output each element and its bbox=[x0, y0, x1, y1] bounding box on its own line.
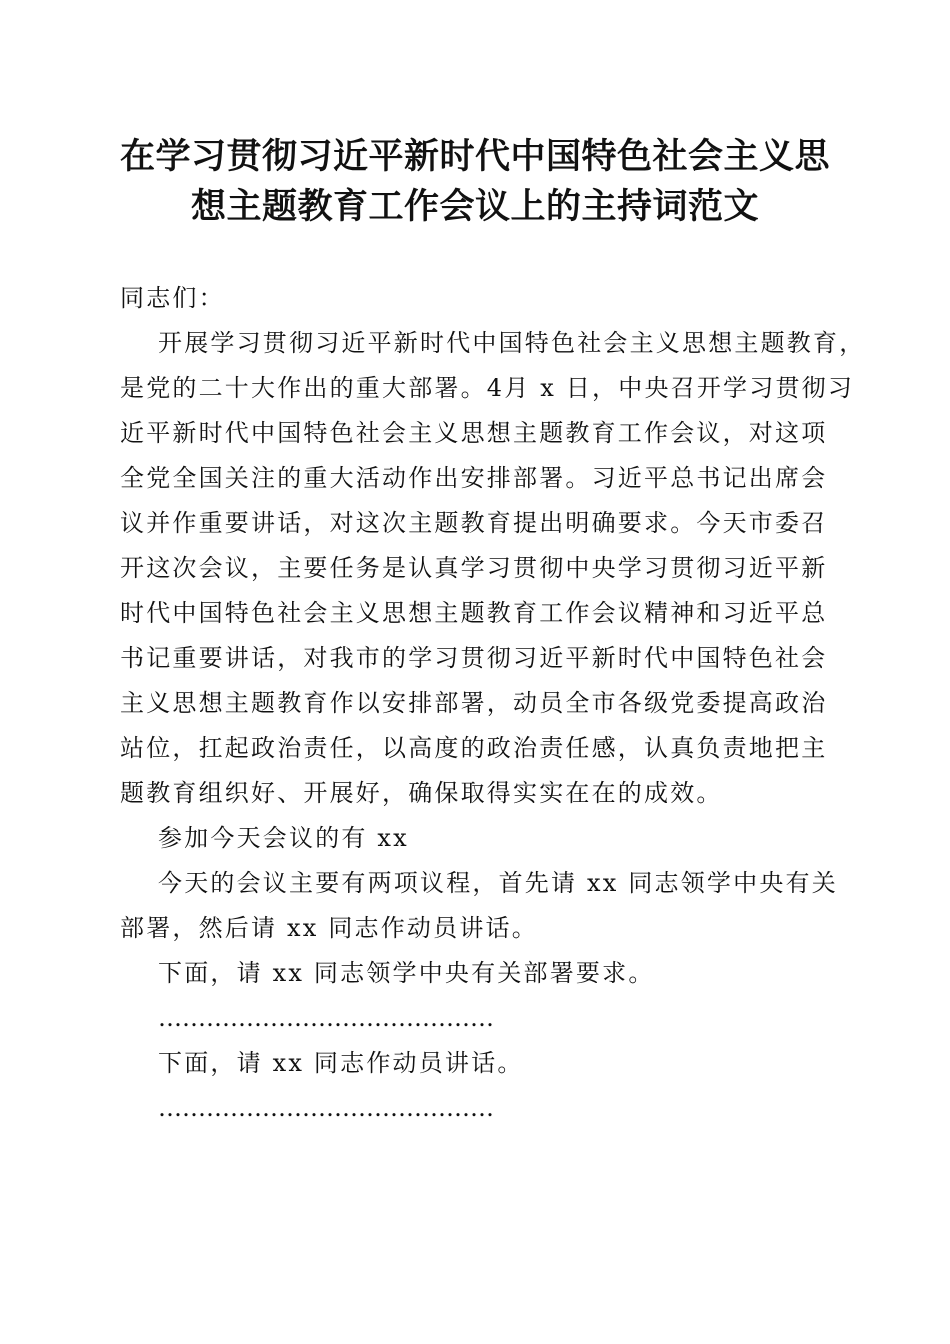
paragraph-line: 开展学习贯彻习近平新时代中国特色社会主义思想主题教育， bbox=[158, 329, 866, 357]
document-title bbox=[100, 132, 850, 232]
paragraph-line: 全党全国关注的重大活动作出安排部署。习近平总书记出席会 bbox=[120, 464, 828, 492]
title-line-1: 在学习贯彻习近平新时代中国特色社会主义思 bbox=[119, 136, 830, 177]
paragraph-line: 是党的二十大作出的重大部署。4月 x 日，中央召开学习贯彻习 bbox=[120, 374, 855, 402]
paragraph-line: 近平新时代中国特色社会主义思想主题教育工作会议，对这项 bbox=[120, 419, 828, 447]
paragraph-line: 主义思想主题教育作以安排部署，动员全市各级党委提高政治 bbox=[120, 689, 828, 717]
title-line-2: 想主题教育工作会议上的主持词范文 bbox=[190, 186, 759, 227]
paragraph-line: 站位，扛起政治责任，以高度的政治责任感，认真负责地把主 bbox=[120, 734, 828, 762]
salutation: 同志们： bbox=[120, 284, 225, 312]
ellipsis-1: …………………………………… bbox=[158, 1004, 494, 1032]
attendees-line: 参加今天会议的有 xx bbox=[158, 824, 409, 852]
agenda-line: 今天的会议主要有两项议程，首先请 xx 同志领学中央有关 bbox=[158, 869, 838, 897]
paragraph-line: 开这次会议，主要任务是认真学习贯彻中央学习贯彻习近平新 bbox=[120, 554, 828, 582]
paragraph-line: 书记重要讲话，对我市的学习贯彻习近平新时代中国特色社会 bbox=[120, 644, 828, 672]
paragraph-line: 题教育组织好、开展好，确保取得实实在在的成效。 bbox=[120, 779, 723, 807]
paragraph-line: 时代中国特色社会主义思想主题教育工作会议精神和习近平总 bbox=[120, 599, 828, 627]
step-2-line: 下面，请 xx 同志作动员讲话。 bbox=[158, 1049, 524, 1077]
agenda-line: 部署，然后请 xx 同志作动员讲话。 bbox=[120, 914, 538, 942]
paragraph-line: 议并作重要讲话，对这次主题教育提出明确要求。今天市委召 bbox=[120, 509, 828, 537]
opening-paragraph bbox=[120, 321, 866, 816]
ellipsis-2: …………………………………… bbox=[158, 1094, 494, 1122]
document-body bbox=[120, 276, 866, 1131]
agenda-paragraph bbox=[120, 861, 838, 951]
step-1-line: 下面，请 xx 同志领学中央有关部署要求。 bbox=[158, 959, 655, 987]
